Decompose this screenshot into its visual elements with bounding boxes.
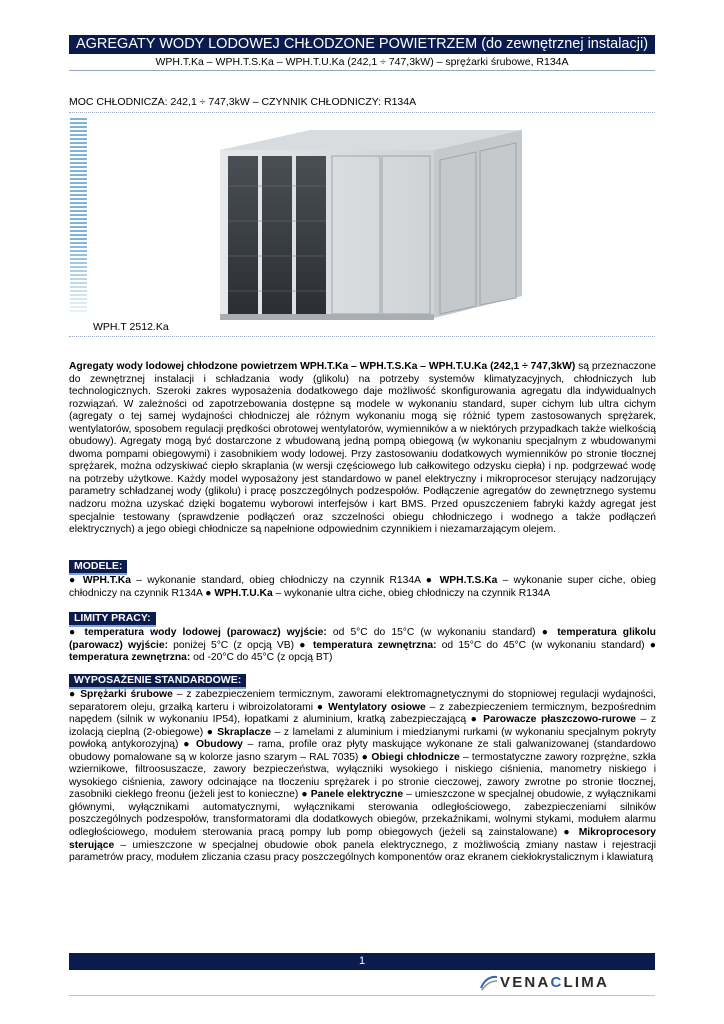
logo-swoosh-icon	[480, 974, 498, 992]
equipment-name: Sprężarki śrubowe	[80, 689, 173, 700]
bullet: ●	[541, 627, 558, 638]
model-name: WPH.T.S.Ka	[439, 575, 498, 586]
equipment-name: Panele elektryczne	[310, 789, 404, 801]
bullet: ●	[206, 726, 218, 738]
limit-label: temperatura glikolu (parowacz) wyjście:	[69, 627, 656, 651]
bullet: ●	[563, 827, 579, 839]
bullet: ●	[69, 689, 81, 700]
equipment-desc: – umieszczone w specjalnej obudowie obok panela elektrycznego, z możliwością zmiany nastaw i rejestracji parametrów pracy, modułem zliczania czasu pracy poszczególnych komponentów oraz ekranem ciekłokrystalicznym i klawiaturą	[69, 839, 656, 864]
model-desc: – wykonanie ultra ciche, obieg chłodniczy na czynnik R134A	[272, 587, 551, 599]
divider	[69, 112, 655, 113]
equipment-desc: – umieszczone w specjalnej obudowie, z wyłącznikami głównymi, wyłącznikami automatycznymi, wyłącznikami sterowania odległościowego, zabezpieczeniami silników poszczególnych podzespołów, transformatorami dla dodatkowych obiegów, przekaźnikami, wolnymi stykami, modułem alarmu odległościowego, modułem sterowania pracą pompy lub pomp obiegowych (jeżeli są zainstalowane)	[69, 789, 656, 839]
equipment-desc: – z zabezpieczeniem termicznym, zaworami elektromagnetycznymi do stopniowej regulacji wydajności, separatorem oleju, grzałką karteru i wibroizolatorami	[69, 689, 656, 713]
decorative-stripes-fade	[70, 240, 87, 314]
bullet: ●	[316, 701, 329, 713]
bullet: ●	[425, 575, 440, 586]
bullet: ●	[649, 639, 656, 651]
footer-divider	[69, 995, 655, 996]
model-desc: – wykonanie standard, obieg chłodniczy na czynnik R134A	[130, 575, 426, 586]
section-heading-models: MODELE:	[69, 560, 127, 575]
section-heading-standard-equipment: WYPOSAŻENIE STANDARDOWE:	[69, 674, 246, 689]
bullet: ●	[301, 789, 311, 801]
model-name: WPH.T.Ka	[82, 575, 131, 586]
cooling-capacity-line: MOC CHŁODNICZA: 242,1 ÷ 747,3kW – CZYNNIK CHŁODNICZY: R134A	[69, 96, 417, 108]
limit-value: od 15°C do 45°C (w wykonaniu standard)	[436, 639, 650, 651]
equipment-name: Skraplacze	[217, 726, 272, 738]
logo-text-vena: VENA	[500, 974, 551, 991]
model-desc: – wykonanie super ciche, obieg chłodniczy na czynnik R134A	[69, 575, 656, 599]
logo-text	[500, 974, 609, 991]
equipment-desc: – z izolacją cieplną (2-obiegowe)	[69, 714, 656, 738]
models-paragraph	[69, 575, 656, 600]
equipment-name: Obudowy	[196, 739, 243, 751]
limit-value: od 5°C do 15°C (w wykonaniu standard)	[326, 627, 542, 638]
equipment-paragraph	[69, 689, 656, 865]
equipment-name: Wentylatory osiowe	[328, 701, 426, 713]
venaclima-logo	[480, 974, 656, 992]
divider	[69, 336, 655, 337]
bullet: ●	[361, 751, 372, 763]
document-subtitle: WPH.T.Ka – WPH.T.S.Ka – WPH.T.U.Ka (242,1 ÷ 747,3kW) – sprężarki śrubowe, R134A	[69, 55, 655, 71]
bullet: ●	[205, 587, 215, 599]
intro-text: są przeznaczone do zewnętrznej instalacji i schładzania wody (glikolu) na potrzeby systemów klimatyzacyjnych, chłodniczych lub technologicznych. Szeroki zakres wyposażenia dodatkowego daje możliwość skonfigurowania agregatu dla indywidualnych rozwiązań. W zależności od zapotrzebowania dostępne są modele w wykonaniu standard, super cichym lub ultra cichym (agregaty o tej samej wydajności chłodniczej ale różnym wykonaniu mogą się różnić typem zastosowanych sprężarek, wentylatorów, sposobem regulacji prędkości obrotowej wentylatorów, wymienników a w niektórych przypadkach także wielkością obudowy). Agregaty mogą być dostarczone z wbudowaną jedną pompą obiegową (w wykonaniu specjalnym z wbudowanymi dwoma pompami obiegowymi) i zasobnikiem wody lodowej. Przy zastosowaniu dodatkowych wymienników po stronie tłocznej sprężarek, można odzyskiwać ciepło skraplania (w wersji częściowego lub całkowitego odzysku ciepła) i np. podgrzewać wodę na potrzeby użytkowe. Każdy model wyposażony jest standardowo w panel elektryczny i mikroprocesor sterujący nadzorujący parametry schładzanej wody (glikolu) i pracę poszczególnych podzespołów. Podłączenie agregatów do zewnętrznego systemu nadzoru można uzyskać dzięki bogatemu wyborowi interfejsów i kart BMS. Przed opuszczeniem fabryki każdy agregat jest specjalnie testowany (sprawdzenie podłączeń oraz szczelności obiegu chłodniczego i wodnego a także podłączeń elektrycznych) a jego obiegi chłodnicze są napełnione odpowiednim czynnikiem i niezamarzającym olejem.	[69, 361, 657, 536]
limit-label: temperatura zewnętrzna:	[69, 652, 191, 664]
bullet: ●	[69, 627, 85, 638]
equipment-name: Mikroprocesory sterujące	[69, 827, 656, 851]
equipment-name: Parowacze płaszczowo-rurowe	[483, 714, 636, 726]
logo-text-c: C	[550, 974, 564, 991]
intro-bold: Agregaty wody lodowej chłodzone powietrzem WPH.T.Ka – WPH.T.S.Ka – WPH.T.U.Ka (242,1 ÷ 747,3kW)	[69, 361, 576, 372]
intro-paragraph	[69, 361, 656, 537]
equipment-desc: – rama, profile oraz płyty maskujące wykonane ze stali galwanizowanej (standardowo obudowy pomalowane są w kolorze jasno szarym – RAL 7035)	[69, 739, 656, 763]
limit-label: temperatura wody lodowej (parowacz) wyjście:	[84, 627, 327, 638]
logo-text-lima: LIMA	[563, 974, 609, 991]
limits-paragraph	[69, 627, 656, 665]
section-heading-limits: LIMITY PRACY:	[69, 612, 156, 627]
image-caption: WPH.T 2512.Ka	[93, 321, 169, 333]
bullet: ●	[299, 639, 313, 651]
equipment-desc: – z lamelami z aluminium i miedzianymi rurkami (w wykonaniu specjalnym pokryty powłoką antykorozyjną)	[69, 726, 656, 751]
limit-value: od -20°C do 45°C (z opcją BT)	[190, 652, 333, 664]
equipment-desc: – z zabezpieczeniem termicznym, bezpośrednim napędem (silnik w wykonaniu IP54), łopatkami z aluminium, kratką zabezpieczającą	[69, 701, 656, 726]
model-name: WPH.T.U.Ka	[214, 587, 273, 599]
bullet: ●	[69, 575, 83, 586]
page-number: 1	[69, 953, 655, 970]
bullet: ●	[183, 739, 196, 751]
limit-label: temperatura zewnętrzna:	[312, 639, 437, 651]
equipment-desc: – termostatyczne zawory rozprężne, szkła wziernikowe, filtroosuszacze, zawory bezpieczeństwa, wyłączniki wysokiego i niskiego ciśnienia, manometry niskiego i wysokiego ciśnienia, zawory odcinające na tłoczeniu sprężarek i po stronie cieczowej, zawory zwrotne po stronie tłocznej, zasobniki ciekłego freonu (jeżeli jest to konieczne)	[69, 751, 656, 801]
equipment-name: Obiegi chłodnicze	[371, 751, 460, 763]
chiller-unit-photo	[220, 126, 530, 322]
limit-value: poniżej 5°C (z opcją VB)	[168, 639, 300, 651]
bullet: ●	[470, 714, 484, 726]
document-title: AGREGATY WODY LODOWEJ CHŁODZONE POWIETRZEM (do zewnętrznej instalacji)	[69, 35, 655, 54]
